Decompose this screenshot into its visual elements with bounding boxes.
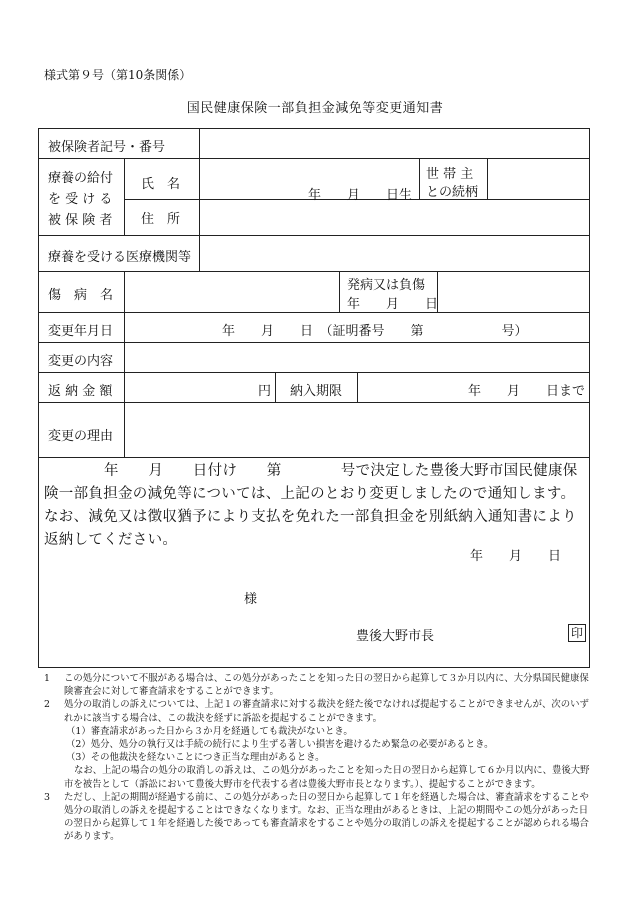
note-number: 1 [44,673,50,684]
disease-label: 傷 病 名 [48,288,114,303]
note-3 [44,791,590,844]
name-label: 氏 名 [141,177,181,192]
note-2 [44,698,590,724]
onset-date: 年 月 日 [347,297,439,312]
rule [487,158,488,199]
note-2-item-3: （3）その他裁決を経ないことにつき正当な理由があるとき。 [66,752,325,764]
notice-date: 年 月 日 [470,549,562,564]
rule [39,271,589,272]
recipient-label-line3: 被 保 険 者 [48,213,113,228]
note-text: 処分の取消しの訴えについては、上記１の審査請求に対する裁決を経た後でなければ提起することができませんが、次のいずれかに該当する場合は、この裁決を経ずに訴訟を提起することができます。 [64,699,589,724]
rule [39,235,589,236]
rule [124,158,125,235]
note-text: ただし、上記の期間が経過する前に、この処分があった日の翌日から起算して１年を経過した場合は、審査請求をすることや処分の取消しの訴えを提起することはできなくなります。なお、正当な理由があるときは、上記の期間やこの処分があった日の翌日から起算して１年を経過した後であっても審査請求をすることや処分の取消しの訴えを提起することが認められる場合があります。 [64,791,589,843]
rule [339,271,340,312]
note-number: 3 [44,791,50,803]
recipient-label-line1: 療養の給付 [48,171,114,186]
rule [39,158,589,159]
rule [199,129,200,158]
rule [419,158,420,199]
note-2-paragraph: なお、上記の場合の処分の取消しの訴えは、この処分があったことを知った日の翌日から起算して６か月以内に、豊後大野市を被告として（訴訟において豊後大野市を代表する者は豊後大野市長となります。）、提起することができます。 [64,765,590,790]
change-content-label: 変更の内容 [48,354,114,369]
onset-label: 発病又は負傷 [347,278,426,293]
payment-deadline-value: 年 月 日まで [468,384,586,399]
rule [39,312,589,313]
change-reason-label: 変更の理由 [48,429,114,444]
yen-unit: 円 [258,384,272,399]
document-title: 国民健康保険一部負担金減免等変更通知書 [186,101,444,116]
note-text: この処分について不服がある場合は、この処分があったことを知った日の翌日から起算して３か月以内に、大分県国民健康保険審査会に対して審査請求をすることができます。 [64,673,589,698]
note-number: 2 [44,699,50,711]
refund-amount-label: 返 納 金 額 [48,384,113,399]
rule [39,342,589,343]
institution-label: 療養を受ける医療機関等 [48,250,192,265]
addressee-suffix: 様 [244,592,258,607]
rule [39,372,589,373]
rule [357,372,358,402]
change-date-value: 年 月 日 （証明番号 第 号） [222,324,528,339]
notes-section [44,672,590,844]
rule [199,235,200,271]
rule [124,271,125,457]
payment-deadline-label: 納入期限 [290,384,343,399]
rule [275,372,276,402]
birth-date: 年 月 日生 [308,188,413,203]
note-2-item-2: （2）処分、処分の執行又は手続の続行により生ずる著しい損害を避けるため緊急の必要があるとき。 [66,739,494,751]
relation-label-line1: 世 帯 主 [426,167,474,182]
note-2-item-1: （1）審査請求があった日から３か月を経過しても裁決がないとき。 [66,725,353,737]
rule [39,457,589,458]
form-number: 様式第９号（第10条関係） [44,68,192,82]
rule [39,402,589,403]
note-1 [44,672,590,698]
notice-body: 年 月 日付け 第 号で決定した豊後大野市国民健康保険一部負担金の減免等については、上記のとおり変更しましたので通知します。なお、減免又は徴収猶予により支払を免れた一部負担金を別紙納入通知書により返納してください。 [44,463,578,548]
rule [199,158,200,235]
insured-id-label: 被保険者記号・番号 [48,140,166,155]
relation-label-line2: との続柄 [426,185,479,200]
recipient-label-line2: を 受 け る [48,192,113,207]
address-label: 住 所 [141,212,181,227]
change-date-label: 変更年月日 [48,324,114,339]
seal-box: 印 [568,624,586,642]
issuer-name: 豊後大野市長 [356,629,435,644]
